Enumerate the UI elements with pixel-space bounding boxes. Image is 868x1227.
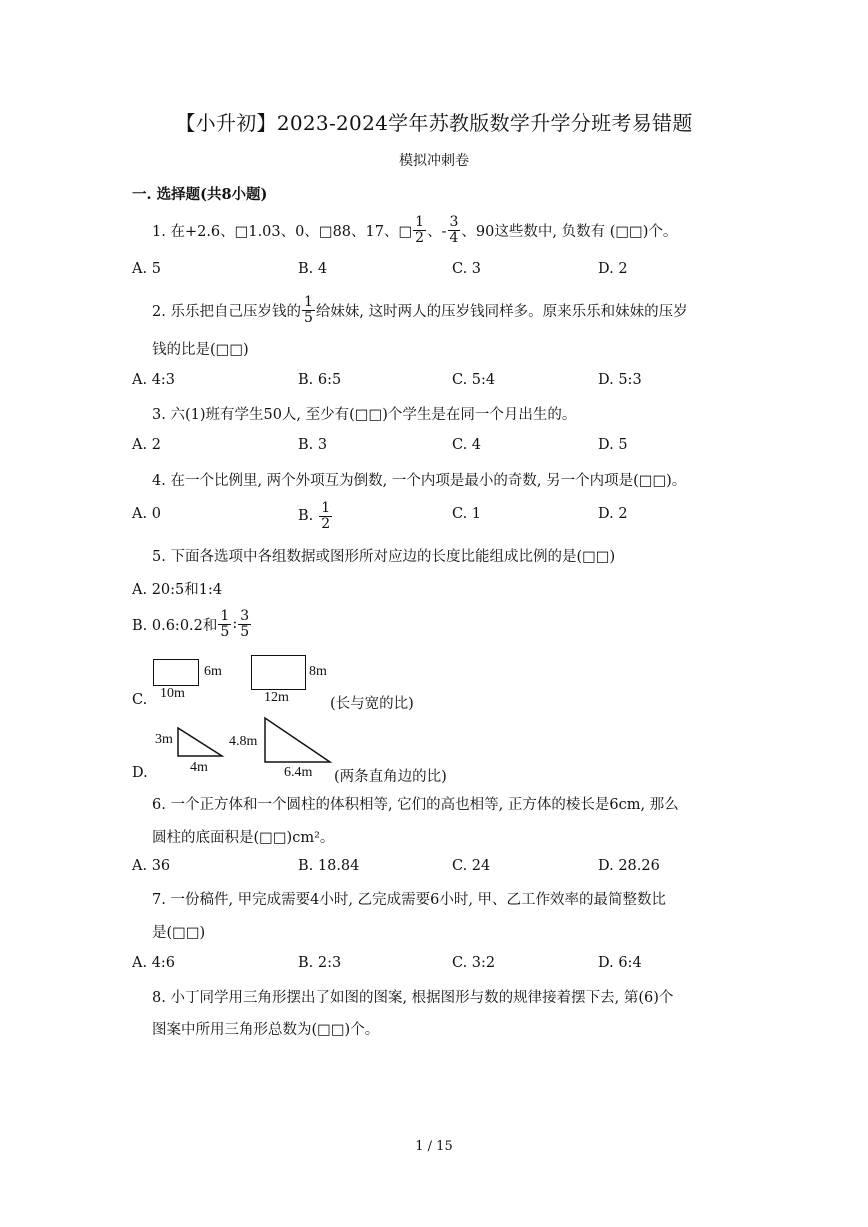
q5-triangle-2-leg-b: 6.4m xyxy=(284,765,313,780)
q6-option-b[interactable]: B. 18.84 xyxy=(298,858,360,874)
page-subtitle: 模拟冲刺卷 xyxy=(399,153,469,169)
q5-rect-2 xyxy=(251,655,306,690)
q3-option-a[interactable]: A. 2 xyxy=(132,437,161,453)
q4-option-d[interactable]: D. 2 xyxy=(598,506,628,522)
q1-text-mid: 、- xyxy=(427,223,447,240)
q1-option-b[interactable]: B. 4 xyxy=(298,261,328,277)
q5-option-a[interactable]: A. 20:5和1:4 xyxy=(132,582,223,598)
q7-option-c[interactable]: C. 3:2 xyxy=(452,955,496,971)
q2-option-d[interactable]: D. 5:3 xyxy=(598,372,642,388)
q5-option-d-note: (两条直角边的比) xyxy=(334,769,447,785)
q5-option-c-note: (长与宽的比) xyxy=(330,696,414,712)
q4-option-b[interactable] xyxy=(298,496,333,536)
q5-triangle-1-leg-a: 3m xyxy=(155,732,173,747)
q1-option-a[interactable]: A. 5 xyxy=(132,261,161,277)
q1-option-c[interactable]: C. 3 xyxy=(452,261,482,277)
q1-fraction-2: $\frac{3}{4}$ xyxy=(449,213,459,246)
q2-text-pre: 2. 乐乐把自己压岁钱的 xyxy=(152,303,301,320)
q3-option-c[interactable]: C. 4 xyxy=(452,437,482,453)
question-6-line-1: 6. 一个正方体和一个圆柱的体积相等, 它们的高也相等, 正方体的棱长是6cm, 那么 xyxy=(152,797,679,813)
page-title: 【小升初】2023-2024学年苏教版数学升学分班考易错题 xyxy=(175,111,693,135)
q2-option-c[interactable]: C. 5:4 xyxy=(452,372,496,388)
question-7-line-1: 7. 一份稿件, 甲完成需要4小时, 乙完成需要6小时, 甲、乙工作效率的最简整数比 xyxy=(152,892,667,908)
q5-option-b[interactable] xyxy=(132,604,252,644)
q2-option-b[interactable]: B. 6:5 xyxy=(298,372,342,388)
question-1 xyxy=(152,212,677,248)
q5-rect-1 xyxy=(153,659,199,686)
q5-rect-2-width: 12m xyxy=(264,690,289,705)
question-6-line-2: 圆柱的底面积是(□□)cm²。 xyxy=(152,830,335,846)
q5-rect-1-width: 10m xyxy=(160,686,185,701)
q4-option-b-label: B. xyxy=(298,508,314,524)
q2-option-a[interactable]: A. 4:3 xyxy=(132,372,176,388)
q1-text-pre: 1. 在+2.6、□1.03、0、□88、17、□ xyxy=(152,223,413,240)
q5-triangle-2-leg-a: 4.8m xyxy=(229,734,258,749)
page-number: 1 / 15 xyxy=(415,1139,453,1154)
q4-option-a[interactable]: A. 0 xyxy=(132,506,161,522)
q5-option-b-fraction-1: $\frac{1}{5}$ xyxy=(220,607,230,640)
q4-option-b-fraction: $\frac{1}{2}$ xyxy=(321,499,331,532)
q7-option-a[interactable]: A. 4:6 xyxy=(132,955,176,971)
q3-option-d[interactable]: D. 5 xyxy=(598,437,628,453)
question-7-line-2: 是(□□) xyxy=(152,925,206,941)
q2-text-post: 给妹妹, 这时两人的压岁钱同样多。原来乐乐和妹妹的压岁 xyxy=(315,303,688,320)
q3-option-b[interactable]: B. 3 xyxy=(298,437,328,453)
q5-triangle-2 xyxy=(262,714,334,766)
q7-option-d[interactable]: D. 6:4 xyxy=(598,955,642,971)
q6-option-d[interactable]: D. 28.26 xyxy=(598,858,660,874)
q5-option-b-text: B. 0.6:0.2和 xyxy=(132,617,218,634)
question-3: 3. 六(1)班有学生50人, 至少有(□□)个学生是在同一个月出生的。 xyxy=(152,407,577,423)
q6-option-c[interactable]: C. 24 xyxy=(452,858,491,874)
q1-fraction-1: $\frac{1}{2}$ xyxy=(415,213,425,246)
q7-option-b[interactable]: B. 2:3 xyxy=(298,955,342,971)
q2-fraction: $\frac{1}{5}$ xyxy=(303,293,313,326)
q5-option-c-label[interactable]: C. xyxy=(132,692,148,708)
q5-option-b-colon: : xyxy=(232,616,238,632)
q1-option-d[interactable]: D. 2 xyxy=(598,261,628,277)
question-8-line-1: 8. 小丁同学用三角形摆出了如图的图案, 根据图形与数的规律接着摆下去, 第(6)个 xyxy=(152,990,674,1006)
q5-option-d-label[interactable]: D. xyxy=(132,765,148,781)
q1-text-post: 、90这些数中, 负数有 (□□)个。 xyxy=(461,223,678,240)
q5-rect-2-height: 8m xyxy=(309,664,327,679)
q5-rect-1-height: 6m xyxy=(204,664,222,679)
question-8-line-2: 图案中所用三角形总数为(□□)个。 xyxy=(152,1022,380,1038)
section-heading: 一. 选择题(共8小题) xyxy=(132,186,268,203)
q2-line-2: 钱的比是(□□) xyxy=(152,342,249,358)
q5-triangle-1 xyxy=(176,724,226,760)
question-4: 4. 在一个比例里, 两个外项互为倒数, 一个内项是最小的奇数, 另一个内项是(□□)。 xyxy=(152,473,687,489)
question-2 xyxy=(152,290,688,330)
q6-option-a[interactable]: A. 36 xyxy=(132,858,171,874)
q4-option-c[interactable]: C. 1 xyxy=(452,506,482,522)
q5-triangle-1-leg-b: 4m xyxy=(190,760,208,775)
q5-option-b-fraction-2: $\frac{3}{5}$ xyxy=(240,607,250,640)
question-5: 5. 下面各选项中各组数据或图形所对应边的长度比能组成比例的是(□□) xyxy=(152,549,616,565)
